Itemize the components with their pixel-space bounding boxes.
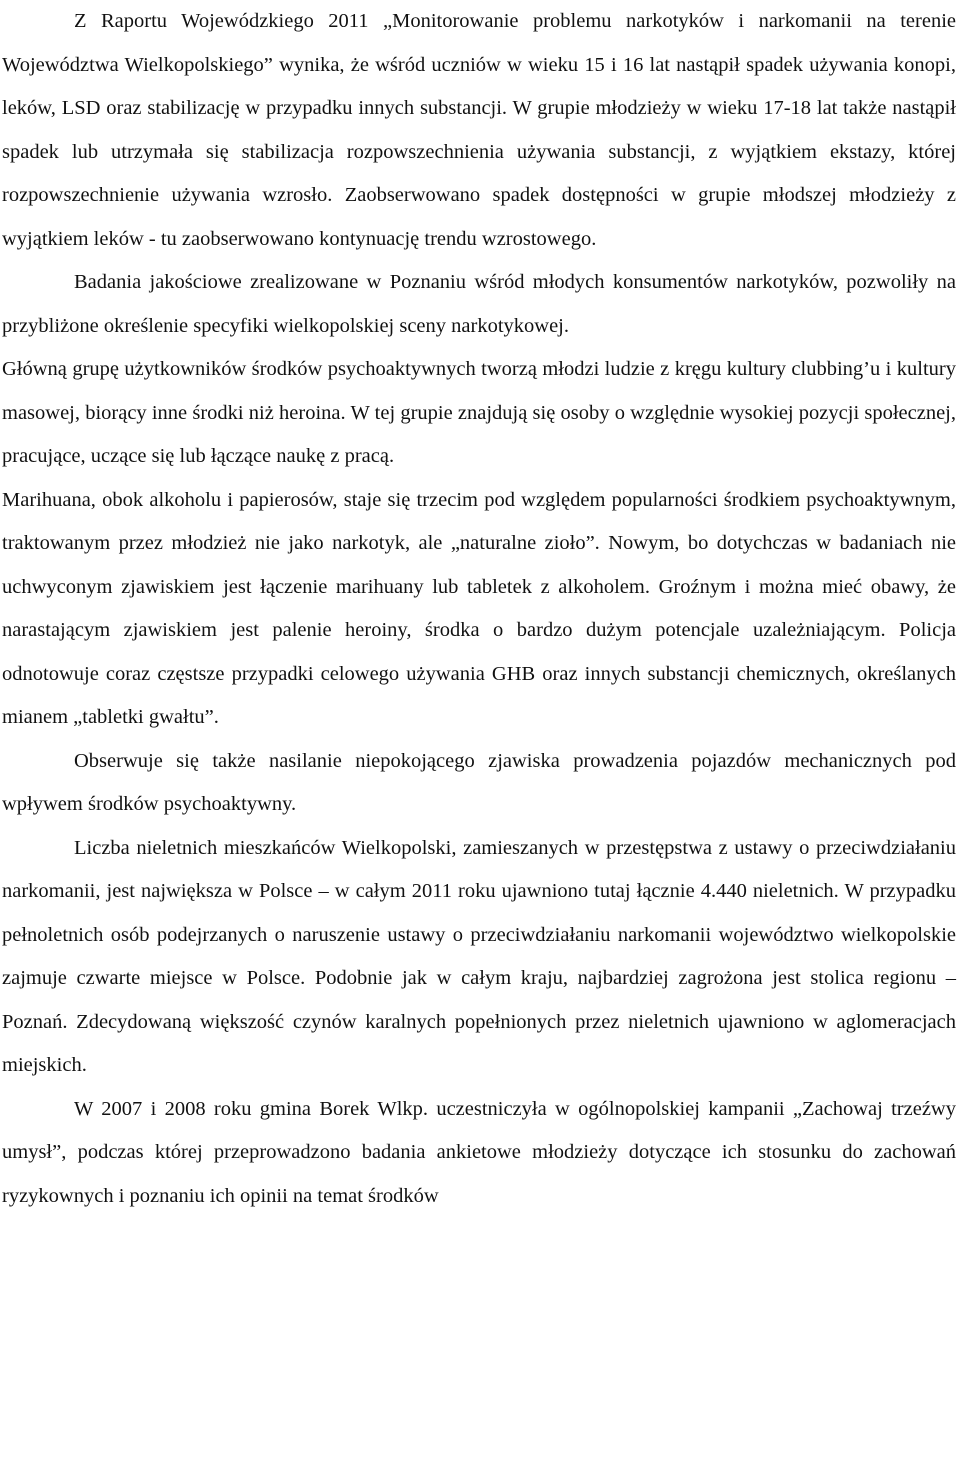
paragraph-7: W 2007 i 2008 roku gmina Borek Wlkp. uczestniczyła w ogólnopolskiej kampanii „Zachowaj trzeźwy umysł”, podczas której przeprowadzono badania ankietowe młodzieży dotyczące ich stosunku do zachowań ryzykownych i poznaniu ich opinii na temat środków xyxy=(2,1097,956,1207)
paragraph-6: Liczba nieletnich mieszkańców Wielkopolski, zamieszanych w przestępstwa z ustawy o przeciwdziałaniu narkomanii, jest największa w Polsce – w całym 2011 roku ujawniono tutaj łącznie 4.440 nieletnich. W przypadku pełnoletnich osób podejrzanych o naruszenie ustawy o przeciwdziałaniu narkomanii województwo wielkopolskie zajmuje czwarte miejsce w Polsce. Podobnie jak w całym kraju, najbardziej zagrożona jest stolica regionu – Poznań. Zdecydowaną większość czynów karalnych popełnionych przez nieletnich ujawniono w aglomeracjach miejskich. xyxy=(2,836,956,1076)
paragraph-2: Badania jakościowe zrealizowane w Poznaniu wśród młodych konsumentów narkotyków, pozwoliły na przybliżone określenie specyfiki wielkopolskiej sceny narkotykowej. xyxy=(2,271,956,337)
paragraph-4: Marihuana, obok alkoholu i papierosów, staje się trzecim pod względem popularności środkiem psychoaktywnym, traktowanym przez młodzież nie jako narkotyk, ale „naturalne zioło”. Nowym, bo dotychczas w badaniach nie uchwyconym zjawiskiem jest łączenie marihuany lub tabletek z alkoholem. Groźnym i można mieć obawy, że narastającym zjawiskiem jest palenie heroiny, środka o bardzo dużym potencjale uzależniającym. Policja odnotowuje coraz częstsze przypadki celowego używania GHB oraz innych substancji chemicznych, określanych mianem „tabletki gwałtu”. xyxy=(2,488,956,728)
paragraph-1: Z Raportu Wojewódzkiego 2011 „Monitorowanie problemu narkotyków i narkomanii na terenie Województwa Wielkopolskiego” wynika, że wśród uczniów w wieku 15 i 16 lat nastąpił spadek używania konopi, leków, LSD oraz stabilizację w przypadku innych substancji. W grupie młodzieży w wieku 17-18 lat także nastąpił spadek lub utrzymała się stabilizacja rozpowszechnienia używania substancji, z wyjątkiem ekstazy, której rozpowszechnienie używania wzrosło. Zaobserwowano spadek dostępności w grupie młodszej młodzieży z wyjątkiem leków - tu zaobserwowano kontynuację trendu wzrostowego. xyxy=(2,10,956,250)
paragraph-3: Główną grupę użytkowników środków psychoaktywnych tworzą młodzi ludzie z kręgu kultury clubbing’u i kultury masowej, biorący inne środki niż heroina. W tej grupie znajdują się osoby o względnie wysokiej pozycji społecznej, pracujące, uczące się lub łączące naukę z pracą. xyxy=(2,358,956,467)
paragraph-5: Obserwuje się także nasilanie niepokojącego zjawiska prowadzenia pojazdów mechanicznych pod wpływem środków psychoaktywny. xyxy=(2,749,956,815)
